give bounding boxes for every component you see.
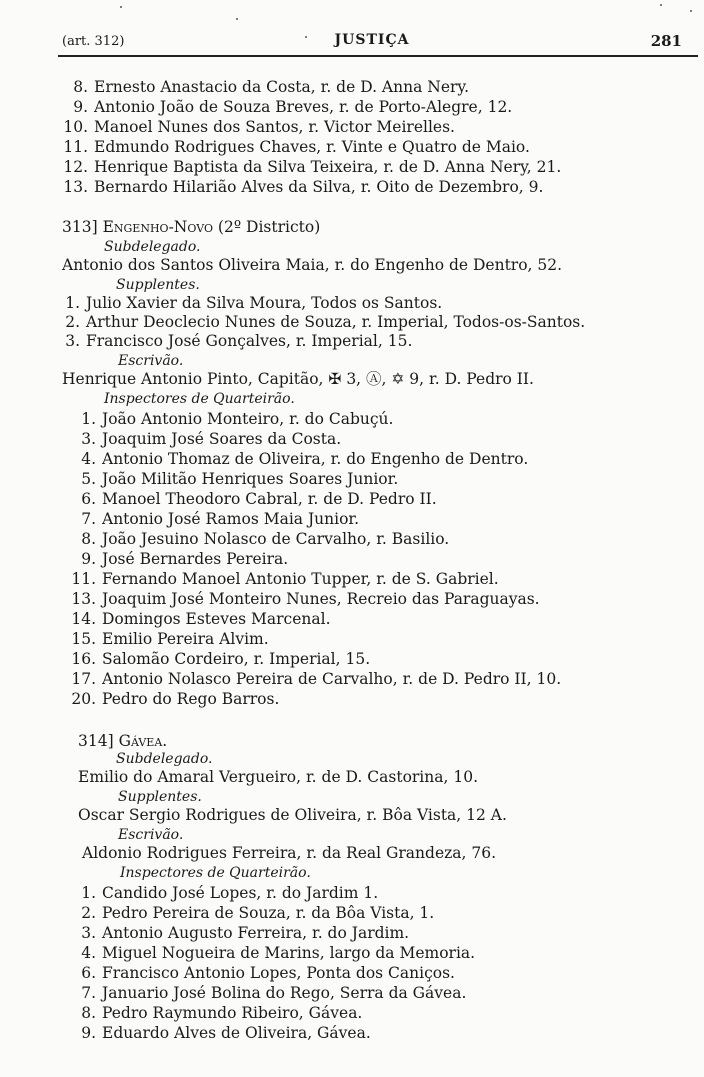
subdelegado-name: Antonio dos Santos Oliveira Maia, r. do Engenho de Dentro, 52.	[62, 256, 563, 274]
list-item: 7. Antonio José Ramos Maia Junior.	[81, 510, 360, 528]
scan-speck	[305, 36, 307, 38]
list-item: 1. Candido José Lopes, r. do Jardim 1.	[81, 884, 379, 902]
list-item: 2. Pedro Pereira de Souza, r. da Bôa Vista, 1.	[81, 904, 435, 922]
supplente-name: Oscar Sergio Rodrigues de Oliveira, r. Bôa Vista, 12 A.	[78, 806, 507, 824]
list-item: 13. Bernardo Hilarião Alves da Silva, r. Oito de Dezembro, 9.	[63, 178, 544, 196]
escrivao-name: Henrique Antonio Pinto, Capitão, ✠ 3, Ⓐ, ✡ 9, r. D. Pedro II.	[62, 370, 534, 388]
list-item: 16. Salomão Cordeiro, r. Imperial, 15.	[71, 650, 371, 668]
list-item: 11. Edmundo Rodrigues Chaves, r. Vinte e Quatro de Maio.	[63, 138, 530, 156]
list-item: 7. Januario José Bolina do Rego, Serra da Gávea.	[81, 984, 467, 1002]
running-title: JUSTIÇA	[334, 32, 410, 48]
list-item: 3. Joaquim José Soares da Costa.	[81, 430, 342, 448]
scan-speck	[690, 10, 692, 12]
escrivao-label: Escrivão.	[118, 353, 184, 369]
scan-speck	[120, 6, 122, 8]
subdelegado-label: Subdelegado.	[104, 239, 201, 255]
list-item: 1. Julio Xavier da Silva Moura, Todos os Santos.	[65, 294, 443, 312]
list-item: 1. João Antonio Monteiro, r. do Cabuçú.	[81, 410, 394, 428]
inspectores-label: Inspectores de Quarteirão.	[104, 391, 295, 407]
section-heading: 314] Gávea.	[78, 732, 168, 750]
inspectores-label: Inspectores de Quarteirão.	[120, 865, 311, 881]
section-heading: 313] Engenho-Novo (2º Districto)	[62, 218, 321, 236]
list-item: 9. Eduardo Alves de Oliveira, Gávea.	[81, 1024, 371, 1042]
scan-speck	[236, 18, 238, 20]
header-rule	[58, 55, 698, 57]
list-item: 20. Pedro do Rego Barros.	[71, 690, 280, 708]
list-item: 10. Manoel Nunes dos Santos, r. Victor Meirelles.	[63, 118, 455, 136]
list-item: 11. Fernando Manoel Antonio Tupper, r. de S. Gabriel.	[71, 570, 499, 588]
list-item: 8. João Jesuino Nolasco de Carvalho, r. Basilio.	[81, 530, 450, 548]
list-item: 3. Antonio Augusto Ferreira, r. do Jardim.	[81, 924, 410, 942]
list-item: 17. Antonio Nolasco Pereira de Carvalho, r. de D. Pedro II, 10.	[71, 670, 562, 688]
escrivao-name: Aldonio Rodrigues Ferreira, r. da Real Grandeza, 76.	[82, 844, 497, 862]
list-item: 14. Domingos Esteves Marcenal.	[71, 610, 331, 628]
list-item: 3. Francisco José Gonçalves, r. Imperial, 15.	[65, 332, 413, 350]
list-item: 15. Emilio Pereira Alvim.	[71, 630, 269, 648]
list-item: 13. Joaquim José Monteiro Nunes, Recreio das Paraguayas.	[71, 590, 540, 608]
list-item: 4. Miguel Nogueira de Marins, largo da Memoria.	[81, 944, 476, 962]
list-item: 4. Antonio Thomaz de Oliveira, r. do Engenho de Dentro.	[81, 450, 529, 468]
list-item: 9. Antonio João de Souza Breves, r. de Porto-Alegre, 12.	[73, 98, 513, 116]
list-item: 6. Francisco Antonio Lopes, Ponta dos Caniços.	[81, 964, 455, 982]
subdelegado-label: Subdelegado.	[116, 751, 213, 767]
supplentes-label: Supplentes.	[116, 277, 200, 293]
subdelegado-name: Emilio do Amaral Vergueiro, r. de D. Castorina, 10.	[78, 768, 478, 786]
list-item: 2. Arthur Deoclecio Nunes de Souza, r. Imperial, Todos-os-Santos.	[65, 313, 586, 331]
list-item: 5. João Militão Henriques Soares Junior.	[81, 470, 399, 488]
supplentes-label: Supplentes.	[118, 789, 202, 805]
list-item: 9. José Bernardes Pereira.	[81, 550, 289, 568]
list-item: 8. Ernesto Anastacio da Costa, r. de D. Anna Nery.	[73, 78, 470, 96]
page-header	[62, 30, 682, 52]
article-reference: (art. 312)	[62, 34, 125, 49]
page-number: 281	[650, 32, 682, 50]
scan-speck	[660, 4, 662, 6]
list-item: 6. Manoel Theodoro Cabral, r. de D. Pedro II.	[81, 490, 437, 508]
list-item: 12. Henrique Baptista da Silva Teixeira, r. de D. Anna Nery, 21.	[63, 158, 562, 176]
escrivao-label: Escrivão.	[118, 827, 184, 843]
list-item: 8. Pedro Raymundo Ribeiro, Gávea.	[81, 1004, 363, 1022]
